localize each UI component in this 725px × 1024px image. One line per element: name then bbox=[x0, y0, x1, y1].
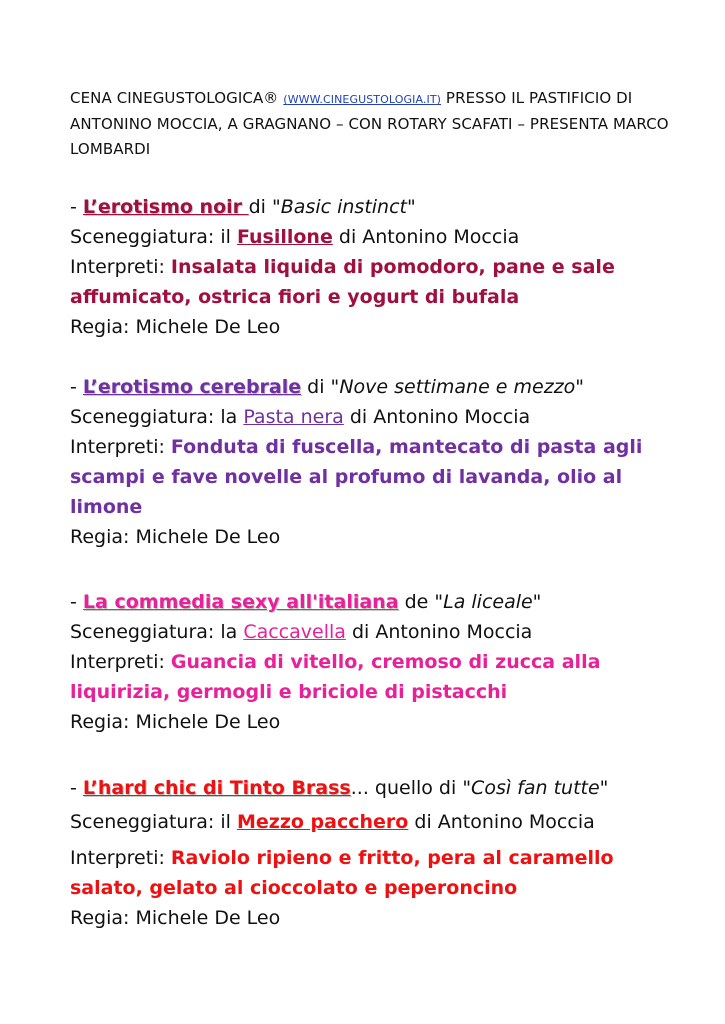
pasta-name: Fusillone bbox=[236, 226, 333, 248]
course-heading bbox=[70, 192, 690, 222]
intro-after-link: PRESSO IL PASTIFICIO DI ANTONINO MOCCIA, A GRAGNANO – CON ROTARY SCAFATI – PRESENTA MARCO LOMBARDI bbox=[70, 89, 669, 158]
cast-line bbox=[70, 432, 690, 522]
course-section-3 bbox=[70, 587, 690, 737]
cast-line bbox=[70, 252, 690, 312]
course-heading bbox=[70, 587, 690, 617]
course-heading bbox=[70, 372, 690, 402]
screenplay-line bbox=[70, 222, 690, 252]
course-section-1 bbox=[70, 192, 690, 342]
course-connector: di bbox=[248, 196, 273, 218]
cast-label: Interpreti: bbox=[70, 436, 171, 458]
cast-line bbox=[70, 843, 690, 903]
course-heading bbox=[70, 773, 690, 803]
cast-label: Interpreti: bbox=[70, 847, 171, 869]
course-title: L’hard chic di Tinto Brass bbox=[82, 777, 351, 799]
course-title: La commedia sexy all'italiana bbox=[82, 591, 399, 613]
dash: - bbox=[70, 777, 83, 799]
film-title: Nove settimane e mezzo" bbox=[339, 376, 585, 398]
screenplay-line bbox=[70, 617, 690, 647]
intro-paragraph bbox=[70, 86, 690, 162]
cast-text: Insalata liquida di pomodoro, pane e sale affumicato, ostrica fiori e yogurt di bufala bbox=[70, 256, 615, 308]
screenplay-label: Sceneggiatura: il bbox=[70, 811, 237, 833]
course-title: L’erotismo cerebrale bbox=[82, 376, 302, 398]
screenplay-line bbox=[70, 402, 690, 432]
course-connector: de bbox=[398, 591, 435, 613]
direction-line: Regia: Michele De Leo bbox=[70, 316, 281, 338]
intro-link-close: ) bbox=[436, 93, 442, 106]
film-title: "Così fan tutte" bbox=[462, 777, 609, 799]
direction-line: Regia: Michele De Leo bbox=[70, 526, 281, 548]
pasta-name: Pasta nera bbox=[243, 406, 344, 428]
intro-before-link: CENA CINEGUSTOLOGICA® bbox=[70, 89, 284, 107]
screenplay-label: Sceneggiatura: la bbox=[70, 406, 244, 428]
dash: - bbox=[70, 591, 83, 613]
cast-line bbox=[70, 647, 690, 707]
screenplay-suffix: di Antonino Moccia bbox=[408, 811, 595, 833]
cast-text: Raviolo ripieno e fritto, pera al caramello salato, gelato al cioccolato e peperoncino bbox=[70, 847, 614, 899]
course-connector: ... quello di bbox=[350, 777, 463, 799]
pasta-name: Mezzo pacchero bbox=[236, 811, 409, 833]
course-connector: di " bbox=[301, 376, 340, 398]
cast-label: Interpreti: bbox=[70, 651, 171, 673]
website-link[interactable]: WWW.CINEGUSTOLOGIA.IT bbox=[287, 93, 437, 106]
dash: - bbox=[70, 376, 83, 398]
cast-text: Guancia di vitello, cremoso di zucca alla liquirizia, germogli e briciole di pistacchi bbox=[70, 651, 601, 703]
screenplay-label: Sceneggiatura: la bbox=[70, 621, 244, 643]
screenplay-line bbox=[70, 807, 690, 837]
dash: - bbox=[70, 196, 83, 218]
course-title: L’erotismo noir bbox=[82, 196, 249, 218]
screenplay-label: Sceneggiatura: il bbox=[70, 226, 237, 248]
cast-label: Interpreti: bbox=[70, 256, 171, 278]
cast-text: Fonduta di fuscella, mantecato di pasta agli scampi e fave novelle al profumo di lavanda, olio al limone bbox=[70, 436, 643, 518]
direction-line: Regia: Michele De Leo bbox=[70, 711, 281, 733]
course-section-4 bbox=[70, 773, 690, 933]
pasta-name: Caccavella bbox=[243, 621, 346, 643]
course-section-2 bbox=[70, 372, 690, 552]
screenplay-suffix: di Antonino Moccia bbox=[343, 406, 531, 428]
film-title: "La liceale" bbox=[434, 591, 542, 613]
intro-link-open: ( bbox=[283, 93, 288, 106]
direction-line: Regia: Michele De Leo bbox=[70, 907, 281, 929]
screenplay-suffix: di Antonino Moccia bbox=[345, 621, 533, 643]
film-title: "Basic instinct" bbox=[272, 196, 416, 218]
document-page bbox=[70, 86, 690, 929]
screenplay-suffix: di Antonino Moccia bbox=[332, 226, 520, 248]
